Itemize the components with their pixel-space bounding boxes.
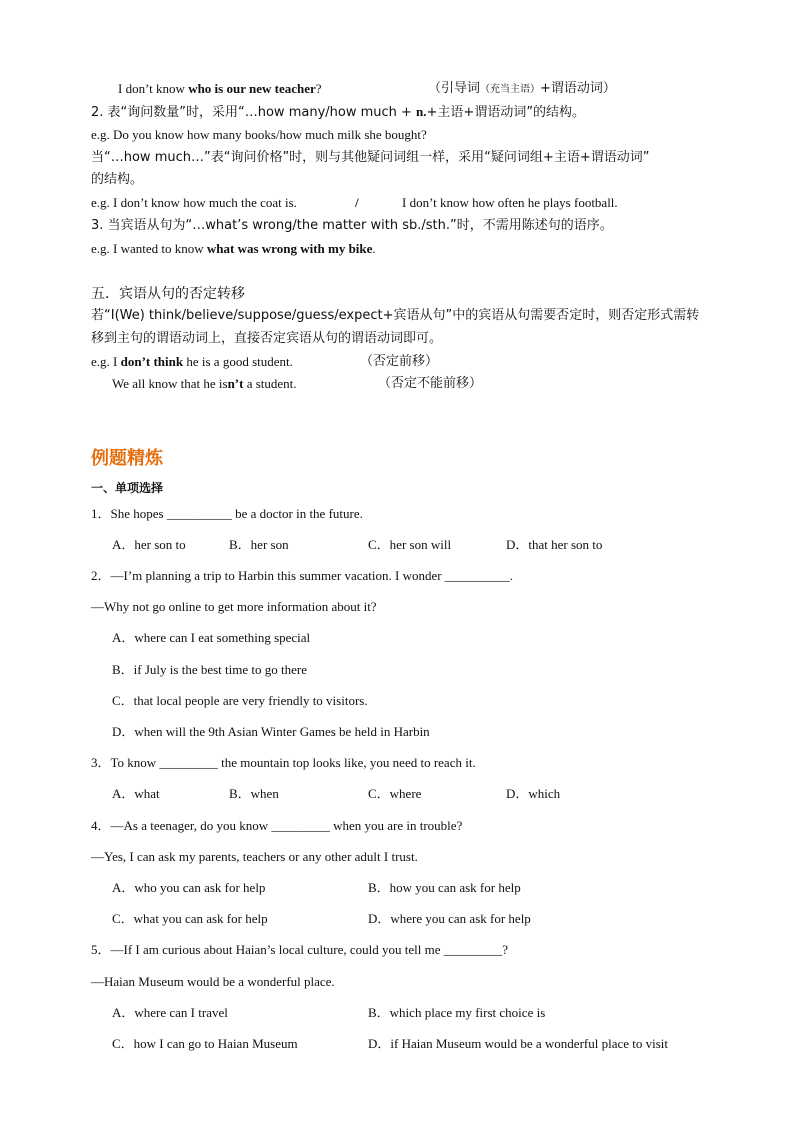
- example-bold-text: n’t: [227, 376, 244, 391]
- rule-text: +主语+谓语动词”的结构。: [426, 105, 586, 120]
- note-bold-text: what was wrong with my bike: [206, 241, 373, 256]
- annotation-text: +谓语动词）: [540, 81, 616, 96]
- question-2-stem: 2．—I’m planning a trip to Harbin this summer vacation. I wonder __________.: [91, 568, 514, 583]
- example-text: We all know that he is: [112, 376, 228, 391]
- note-example-line: [118, 80, 322, 98]
- q4-option-c[interactable]: C．what you can ask for help: [112, 911, 268, 926]
- question-5-stem: 5．—If I am curious about Haian’s local culture, could you tell me _________?: [91, 942, 508, 957]
- q1-option-b[interactable]: B．her son: [229, 537, 289, 552]
- note-rule-2: [91, 103, 585, 122]
- section-example-1-tag: （否定前移）: [360, 354, 439, 369]
- note-rule-3: 3. 当宾语从句为“…what’s wrong/the matter with sb./sth.”时，不需用陈述句的语序。: [91, 218, 613, 233]
- section-example-2-tag: （否定不能前移）: [378, 376, 483, 391]
- note-slash: /: [355, 195, 359, 210]
- note-text: ?: [315, 81, 322, 96]
- annotation-small-text: （充当主语）: [480, 84, 541, 95]
- question-3-stem: 3．To know _________ the mountain top looks like, you need to reach it.: [91, 755, 476, 770]
- q5-option-c[interactable]: C．how I can go to Haian Museum: [112, 1036, 298, 1051]
- annotation-text: （引导词: [428, 81, 481, 96]
- note-example-8: [91, 240, 376, 258]
- question-4-reply: —Yes, I can ask my parents, teachers or any other adult I trust.: [91, 849, 418, 864]
- q1-option-d[interactable]: D．that her son to: [506, 537, 603, 552]
- note-text: I don’t know: [118, 81, 189, 96]
- q3-option-d[interactable]: D．which: [506, 786, 561, 801]
- note-text: .: [372, 241, 376, 256]
- note-example-price: e.g. I don’t know how much the coat is.: [91, 195, 297, 210]
- q2-option-a[interactable]: A．where can I eat something special: [112, 630, 311, 645]
- q4-option-b[interactable]: B．how you can ask for help: [368, 880, 521, 895]
- q5-option-b[interactable]: B．which place my first choice is: [368, 1005, 546, 1020]
- note-annotation: [428, 80, 616, 99]
- section-example-2: [112, 375, 297, 393]
- question-4-stem: 4．—As a teenager, do you know _________ when you are in trouble?: [91, 818, 463, 833]
- part-title: 一、单项选择: [91, 481, 164, 495]
- q4-option-a[interactable]: A．who you can ask for help: [112, 880, 266, 895]
- example-bold-text: don’t think: [120, 354, 184, 369]
- rule-text: 2. 表“询问数量”时，采用“…how many/how much +: [91, 105, 417, 120]
- note-example-often: I don’t know how often he plays football.: [402, 195, 618, 210]
- question-2-reply: —Why not go online to get more information about it?: [91, 599, 377, 614]
- question-5-reply: —Haian Museum would be a wonderful place.: [91, 974, 335, 989]
- note-text: e.g. I wanted to know: [91, 241, 207, 256]
- q1-option-c[interactable]: C．her son will: [368, 537, 452, 552]
- note-rule-price: 当“…how much…”表“询问价格”时，则与其他疑问词组一样，采用“疑问词组+主语+谓语动词”: [91, 150, 650, 165]
- example-text: he is a good student.: [183, 354, 293, 369]
- q5-option-a[interactable]: A．where can I travel: [112, 1005, 228, 1020]
- q4-option-d[interactable]: D．where you can ask for help: [368, 911, 531, 926]
- q3-option-a[interactable]: A．what: [112, 786, 160, 801]
- practice-heading: 例题精炼: [91, 448, 163, 469]
- q2-option-b[interactable]: B．if July is the best time to go there: [112, 662, 307, 677]
- note-example-3: e.g. Do you know how many books/how much milk she bought?: [91, 127, 427, 142]
- q2-option-d[interactable]: D．when will the 9th Asian Winter Games be held in Harbin: [112, 724, 430, 739]
- q3-option-c[interactable]: C．where: [368, 786, 422, 801]
- question-1-stem: 1．She hopes __________ be a doctor in the future.: [91, 506, 363, 521]
- section-example-1: [91, 353, 293, 371]
- example-text: a student.: [243, 376, 297, 391]
- section-title: 五．宾语从句的否定转移: [91, 286, 245, 302]
- q3-option-b[interactable]: B．when: [229, 786, 279, 801]
- q5-option-d[interactable]: D．if Haian Museum would be a wonderful place to visit: [368, 1036, 669, 1051]
- q2-option-c[interactable]: C．that local people are very friendly to visitors.: [112, 693, 368, 708]
- example-text: e.g. I: [91, 354, 121, 369]
- note-bold-text: who is our new teacher: [188, 81, 316, 96]
- note-rule-price-cont: 的结构。: [91, 172, 144, 187]
- rule-bold-text: n.: [416, 104, 427, 119]
- q1-option-a[interactable]: A．her son to: [112, 537, 186, 552]
- section-desc-2: 移到主句的谓语动词上，直接否定宾语从句的谓语动词即可。: [91, 331, 443, 346]
- section-desc-1: 若“I(We) think/believe/suppose/guess/expect+宾语从句”中的宾语从句需要否定时，则否定形式需转: [91, 308, 700, 323]
